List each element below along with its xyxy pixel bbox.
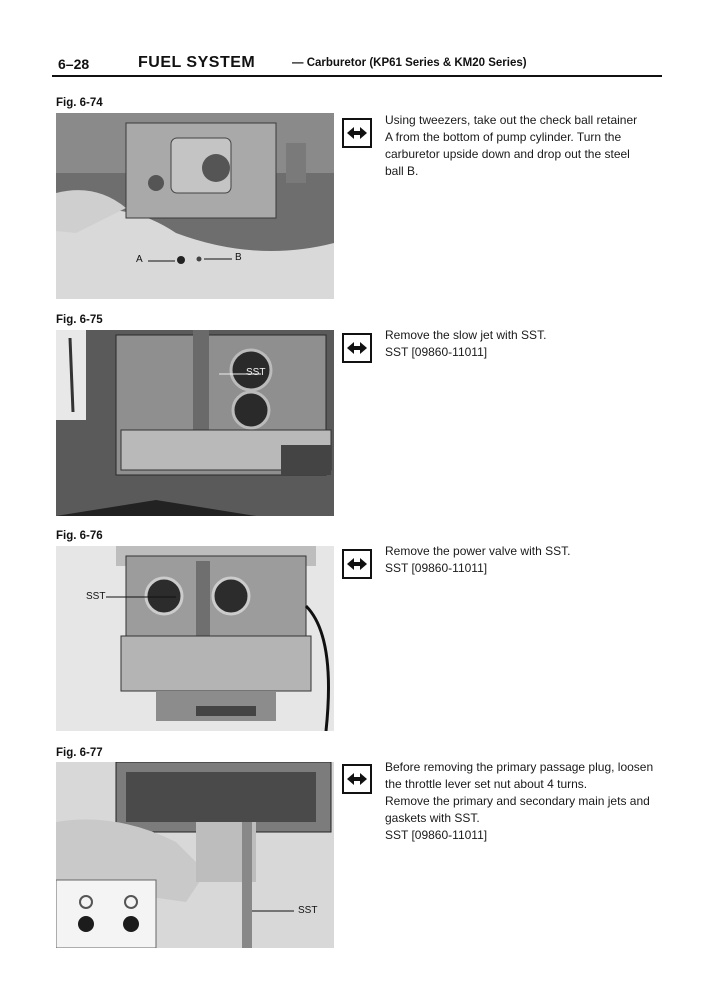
text-line: Using tweezers, take out the check ball retainer xyxy=(385,113,638,127)
section-title: FUEL SYSTEM xyxy=(138,54,256,71)
section-subtitle: — Carburetor (KP61 Series & KM20 Series) xyxy=(292,57,527,69)
figure-photo-6-76 xyxy=(56,546,334,731)
callout-b: B xyxy=(235,252,242,263)
text-line: Remove the slow jet with SST. xyxy=(385,328,547,342)
text-line: A from the bottom of pump cylinder. Turn the xyxy=(385,130,622,144)
double-arrow-icon xyxy=(342,118,372,148)
figure-label: Fig. 6-77 xyxy=(56,747,103,759)
figure-instructions xyxy=(385,327,665,361)
callout-sst: SST xyxy=(246,367,266,378)
header-rule xyxy=(52,75,662,77)
figure-instructions xyxy=(385,112,665,180)
text-line: Remove the power valve with SST. xyxy=(385,544,571,558)
text-line: SST [09860-11011] xyxy=(385,828,488,842)
text-line: SST [09860-11011] xyxy=(385,561,488,575)
figure-label: Fig. 6-76 xyxy=(56,530,103,542)
text-line: carburetor upside down and drop out the steel xyxy=(385,147,630,161)
figure-instructions xyxy=(385,759,670,844)
figure-label: Fig. 6-74 xyxy=(56,97,103,109)
figure-instructions xyxy=(385,543,665,577)
text-line: Before removing the primary passage plug, loosen xyxy=(385,760,654,774)
double-arrow-icon xyxy=(342,764,372,794)
text-line: gaskets with SST. xyxy=(385,811,480,825)
callout-a: A xyxy=(136,254,143,265)
callout-sst: SST xyxy=(298,905,318,916)
callout-sst: SST xyxy=(86,591,106,602)
text-line: Remove the primary and secondary main jets and xyxy=(385,794,650,808)
page-number: 6–28 xyxy=(58,56,90,72)
figure-photo-6-75 xyxy=(56,330,334,516)
text-line: SST [09860-11011] xyxy=(385,345,488,359)
text-line: ball B. xyxy=(385,164,419,178)
figure-label: Fig. 6-75 xyxy=(56,314,103,326)
double-arrow-icon xyxy=(342,549,372,579)
figure-photo-6-77 xyxy=(56,762,334,948)
text-line: the throttle lever set nut about 4 turns. xyxy=(385,777,588,791)
double-arrow-icon xyxy=(342,333,372,363)
figure-photo-6-74 xyxy=(56,113,334,299)
page-header xyxy=(52,55,660,77)
